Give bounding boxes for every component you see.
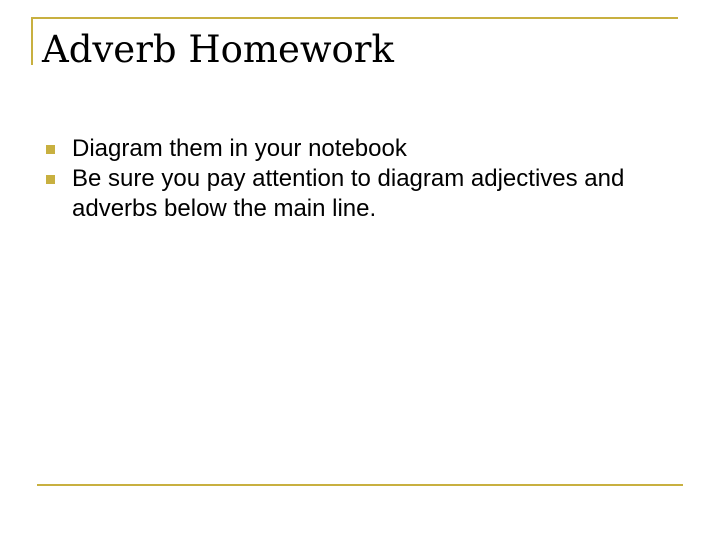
bullet-item	[42, 164, 682, 224]
bullet-list	[42, 134, 682, 224]
bullet-text: Diagram them in your notebook	[72, 135, 407, 162]
square-bullet-icon	[46, 175, 55, 184]
frame-left-rule	[31, 17, 33, 65]
frame-bottom-rule	[37, 484, 683, 486]
frame-top-rule	[31, 17, 678, 19]
square-bullet-icon	[46, 145, 55, 154]
bullet-text: Be sure you pay attention to diagram adjectives and adverbs below the main line.	[72, 165, 625, 222]
bullet-item	[42, 134, 682, 164]
slide-title: Adverb Homework	[42, 28, 394, 71]
